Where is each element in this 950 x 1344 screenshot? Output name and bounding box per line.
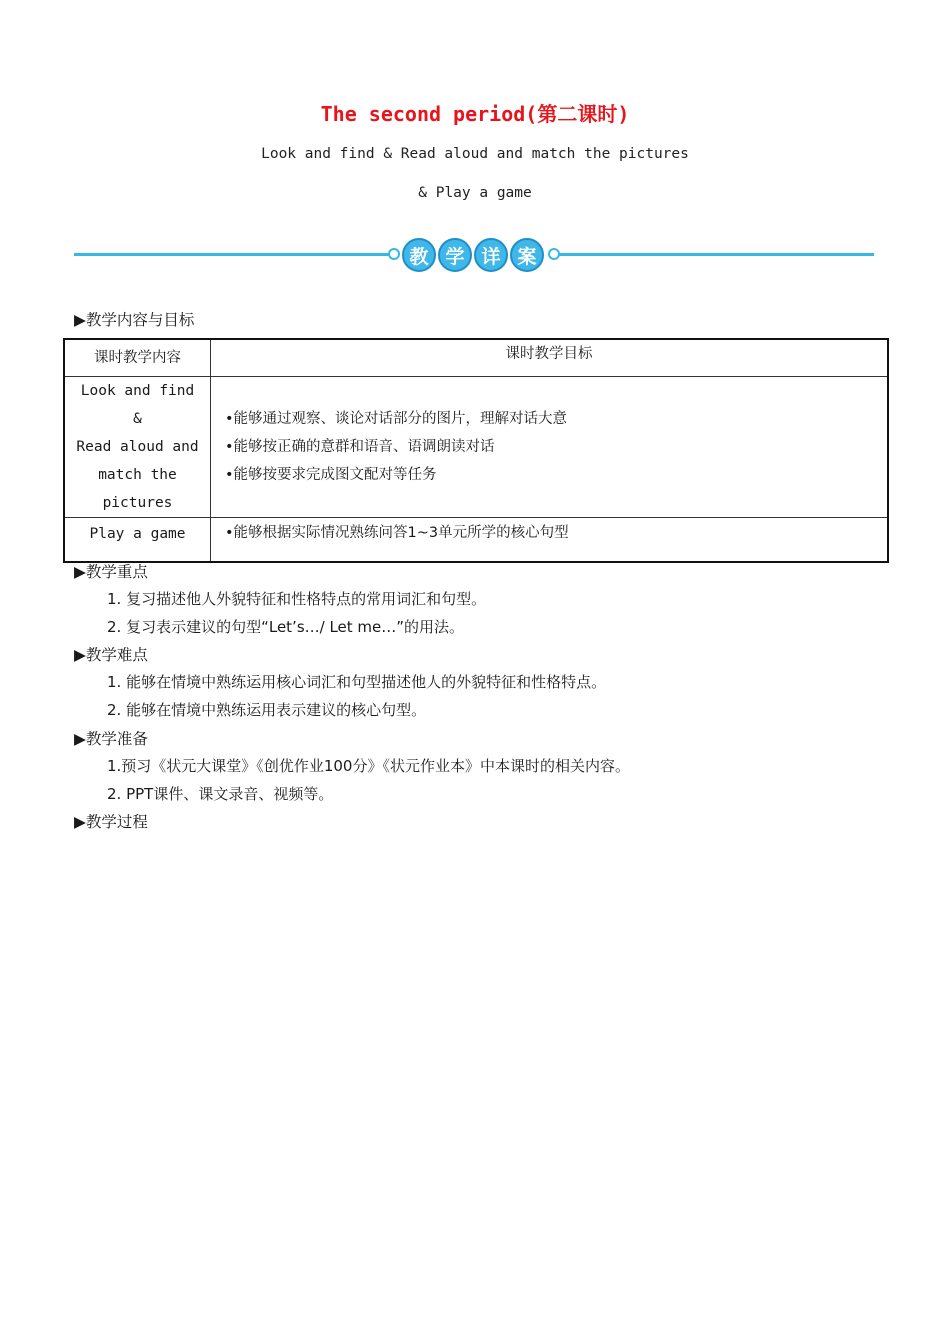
list-item: 1.预习《状元大课堂》《创优作业100分》《状元作业本》中本课时的相关内容。	[107, 757, 630, 775]
banner-char: 学	[438, 238, 472, 272]
table-row	[64, 518, 888, 562]
section-heading-process: ▶教学过程	[74, 813, 148, 831]
document-subtitle-line-2: & Play a game	[418, 185, 532, 201]
content-line: Look and find	[80, 383, 195, 399]
list-item: 2. 复习表示建议的句型“Let’s…/ Let me…”的用法。	[107, 618, 465, 636]
goal-item: •能够按要求完成图文配对等任务	[225, 467, 437, 483]
content-line: pictures	[102, 495, 173, 511]
content-line: Read aloud and	[76, 439, 199, 455]
table-header-row	[64, 339, 888, 377]
table-cell-content: Play a game	[64, 518, 211, 562]
list-item: 1. 复习描述他人外貌特征和性格特点的常用词汇和句型。	[107, 590, 487, 608]
content-line: match the	[98, 467, 177, 483]
table-header-content: 课时教学内容	[64, 339, 211, 377]
objectives-table	[63, 338, 889, 563]
banner-rule-cap-left	[388, 248, 400, 260]
document-subtitle-line-1: Look and find & Read aloud and match the pictures	[261, 146, 689, 162]
section-banner	[74, 236, 874, 274]
table-row	[64, 377, 888, 518]
goal-item: •能够通过观察、谈论对话部分的图片，理解对话大意	[225, 411, 568, 427]
goal-item: •能够根据实际情况熟练问答1~3单元所学的核心句型	[225, 525, 569, 541]
section-heading-content-goals: ▶教学内容与目标	[74, 311, 195, 329]
content-line: &	[133, 411, 142, 427]
document-title: The second period(第二课时)	[320, 102, 630, 126]
table-cell-goals	[211, 377, 889, 518]
banner-char: 案	[510, 238, 544, 272]
section-heading-key-points: ▶教学重点	[74, 563, 148, 581]
table-cell-content	[64, 377, 211, 518]
banner-label	[402, 236, 546, 274]
list-item: 2. 能够在情境中熟练运用表示建议的核心句型。	[107, 701, 427, 719]
section-heading-difficulties: ▶教学难点	[74, 646, 148, 664]
banner-char: 教	[402, 238, 436, 272]
list-item: 2. PPT课件、课文录音、视频等。	[107, 785, 334, 803]
section-heading-preparation: ▶教学准备	[74, 730, 148, 748]
banner-char: 详	[474, 238, 508, 272]
table-cell-goals	[211, 518, 889, 562]
goal-item: •能够按正确的意群和语音、语调朗读对话	[225, 439, 495, 455]
table-header-goals: 课时教学目标	[211, 339, 889, 377]
banner-rule-right	[559, 253, 874, 256]
list-item: 1. 能够在情境中熟练运用核心词汇和句型描述他人的外貌特征和性格特点。	[107, 673, 607, 691]
banner-rule-left	[74, 253, 389, 256]
